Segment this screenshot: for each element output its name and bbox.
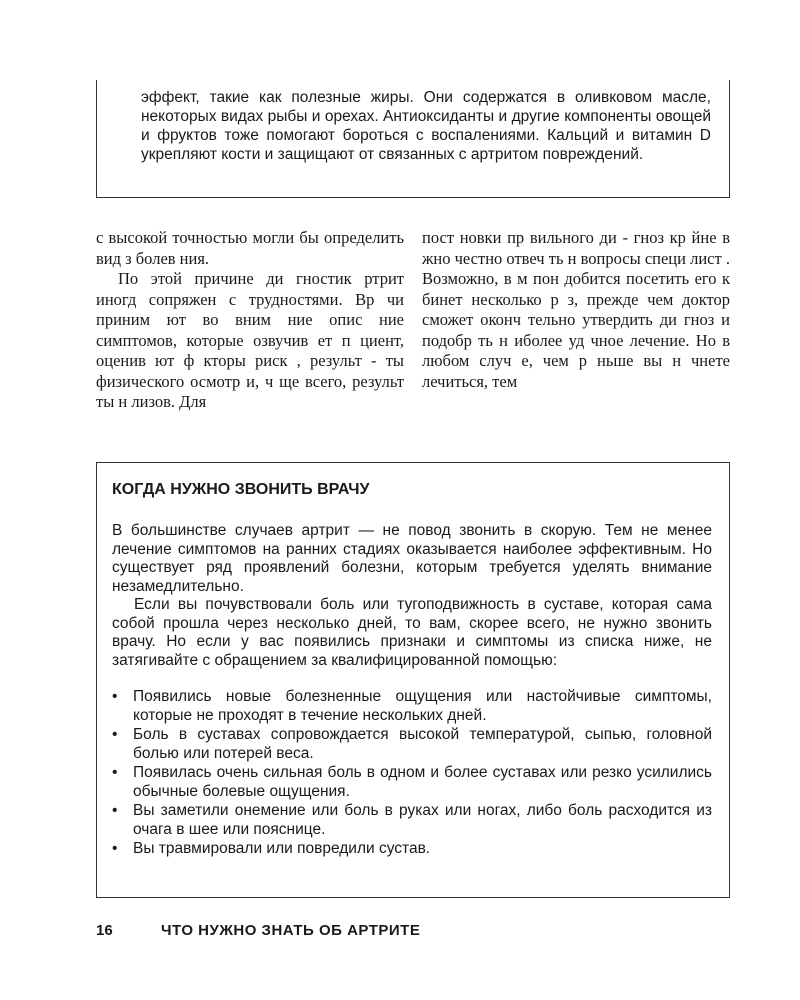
sidebar-box-text: эффект, такие как полезные жиры. Они содержатся в оливковом масле, некоторых видах рыбы и орехах. Антиоксиданты и другие компоненты овощей и фруктов тоже помогают бороться с воспалениями. Кальций и витамин D укрепляют кости и защищают от связанных с артритом повреждений. xyxy=(141,89,711,163)
body-paragraph: По этой причине ди гностик ртрит иногд сопряжен с трудностями. Вр чи приним ют во вним ние опис ние симптомов, которые озвучив ет п циент, оценив ют ф кторы риск , результ - ты физического осмотр и, ч ще всего, результ ты н лизов. Для xyxy=(96,269,404,411)
list-item-text: Вы травмировали или повредили сустав. xyxy=(133,840,431,857)
list-item xyxy=(112,802,712,839)
running-title: ЧТО НУЖНО ЗНАТЬ ОБ АРТРИТЕ xyxy=(161,922,421,939)
body-column-left xyxy=(96,228,404,413)
list-item xyxy=(112,726,712,763)
list-item xyxy=(112,688,712,725)
symptom-list xyxy=(112,688,712,859)
when-to-call-box xyxy=(96,462,730,898)
list-item xyxy=(112,764,712,801)
list-item-text: Появилась очень сильная боль в одном и более суставах или резко усилились обычные болевые ощущения. xyxy=(133,764,712,800)
bullet-icon: • xyxy=(112,840,118,857)
sidebar-box-continuation xyxy=(96,80,730,198)
list-item-text: Появились новые болезненные ощущения или настойчивые симптомы, которые не проходят в течение нескольких дней. xyxy=(133,688,712,724)
list-item-text: Боль в суставах сопровождается высокой температурой, сыпью, головной болью или потерей веса. xyxy=(133,726,712,762)
body-paragraph: пост новки пр вильного ди - гноз кр йне в жно честно отвеч ть н вопросы специ лист . Возможно, в м пон добится посетить его к бинет несколько р з, прежде чем доктор сможет оконч тельно утвердить ди гноз и подобр ть н иболее уд чное лечение. Но в любом случ е, чем р ньше вы н чнете лечиться, тем xyxy=(422,228,730,391)
body-paragraph: с высокой точностью могли бы определить вид з болев ния. xyxy=(96,228,404,268)
body-column-right xyxy=(422,228,730,392)
list-item xyxy=(112,840,712,859)
bullet-icon: • xyxy=(112,802,118,819)
box-heading: КОГДА НУЖНО ЗВОНИТЬ ВРАЧУ xyxy=(112,481,370,498)
box-paragraph: В большинстве случаев артрит — не повод звонить в скорую. Тем не менее лечение симптомов на ранних стадиях оказывается наиболее эффективным. Но существует ряд проявлений болезни, которым требуется уделять внимание незамедлительно. xyxy=(112,522,712,595)
box-paragraph: Если вы почувствовали боль или тугоподвижность в суставе, которая сама собой прошла через несколько дней, то вам, скорее всего, не нужно звонить врачу. Но если у вас появились признаки и симптомы из списка ниже, не затягивайте с обращением за квалифицированной помощью: xyxy=(112,596,712,669)
bullet-icon: • xyxy=(112,726,118,743)
bullet-icon: • xyxy=(112,764,118,781)
page-footer xyxy=(96,922,730,944)
page-number: 16 xyxy=(96,922,113,939)
list-item-text: Вы заметили онемение или боль в руках или ногах, либо боль расходится из очага в шее или пояснице. xyxy=(133,802,712,838)
bullet-icon: • xyxy=(112,688,118,705)
